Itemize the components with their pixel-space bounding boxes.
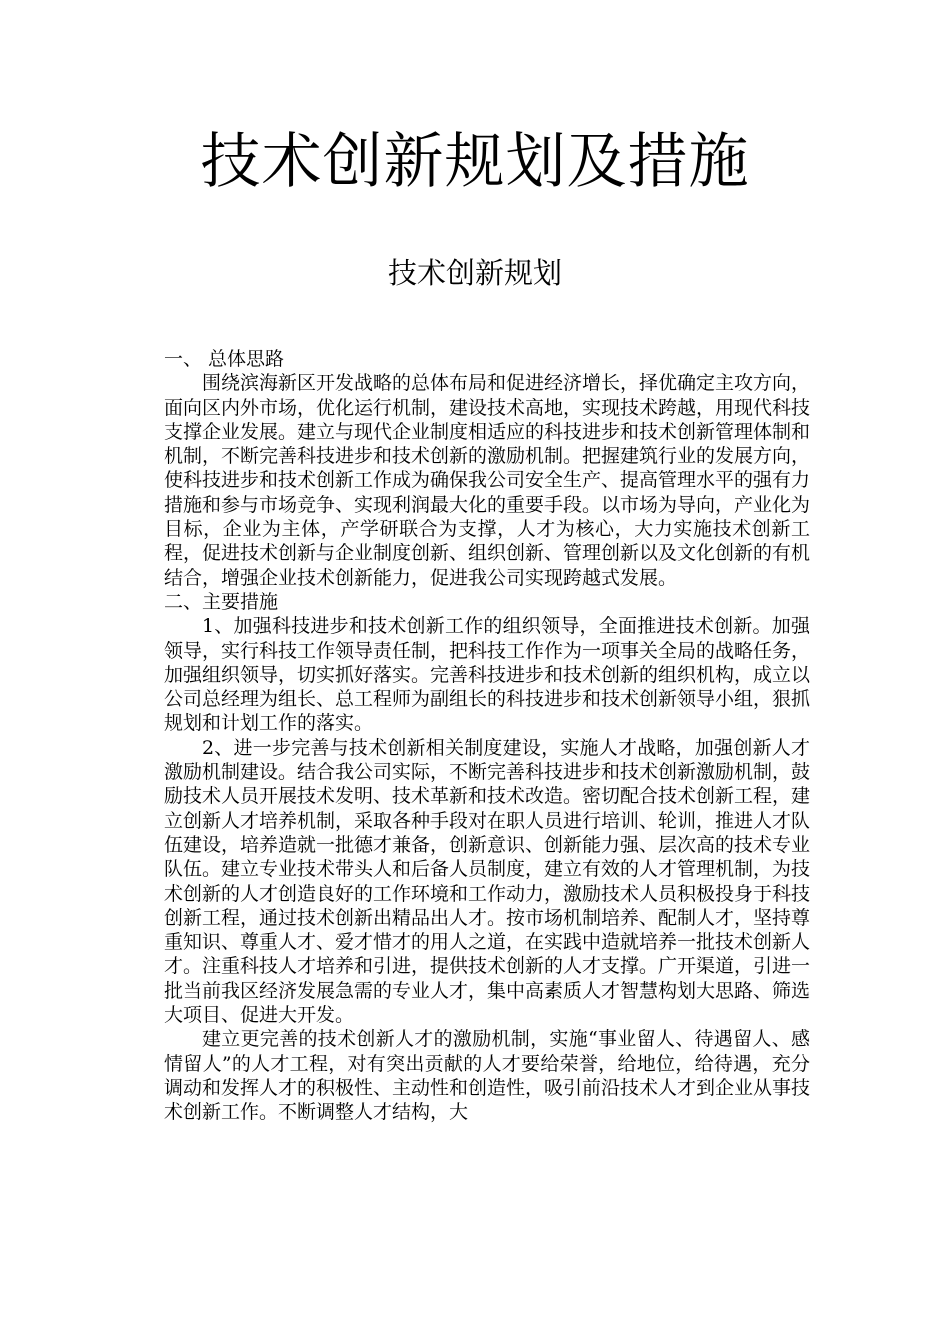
section-heading-main-measures: 二、主要措施 [164,590,279,613]
document-subtitle: 技术创新规划 [387,256,562,290]
paragraph-measure-2: 2、进一步完善与技术创新相关制度建设，实施人才战略，加强创新人才激励机制建设。结合我公司实际，不断完善科技进步和技术创新激励机制，鼓励技术人员开展技术发明、技术革新和技术改造。密切配合技术创新工程，建立创新人才培养机制，采取各种手段对在职人员进行培训、轮训，推进人才队伍建设，培养造就一批德才兼备，创新意识、创新能力强、层次高的技术专业队伍。建立专业技术带头人和后备人员制度，建立有效的人才管理机制，为技术创新的人才创造良好的工作环境和工作动力，激励技术人员积极投身于科技创新工程，通过技术创新出精品出人才。按市场机制培养、配制人才，坚持尊重知识、尊重人才、爱才惜才的用人之道，在实践中造就培养一批技术创新人才。注重科技人才培养和引进，提供技术创新的人才支撑。广开渠道，引进一批当前我区经济发展急需的专业人才，集中高素质人才智慧构划大思路、筛选大项目、促进大开发。 [164,736,811,1027]
paragraph-incentive-mechanism: 建立更完善的技术创新人才的激励机制，实施“事业留人、待遇留人、感情留人”的人才工程，对有突出贡献的人才要给荣誉，给地位，给待遇，充分调动和发挥人才的积极性、主动性和创造性，吸引前沿技术人才到企业从事技术创新工作。不断调整人才结构，大 [164,1028,811,1124]
paragraph-overall-approach: 围绕滨海新区开发战略的总体布局和促进经济增长，择优确定主攻方向，面向区内外市场，优化运行机制，建设技术高地，实现技术跨越，用现代科技支撑企业发展。建立与现代企业制度相适应的科技进步和技术创新管理体制和机制，不断完善科技进步和技术创新的激励机制。把握建筑行业的发展方向，使科技进步和技术创新工作成为确保我公司安全生产、提高管理水平的强有力措施和参与市场竞争、实现利润最大化的重要手段。以市场为导向，产业化为目标，企业为主体，产学研联合为支撑，人才为核心，大力实施技术创新工程，促进技术创新与企业制度创新、组织创新、管理创新以及文化创新的有机结合，增强企业技术创新能力，促进我公司实现跨越式发展。 [164,372,811,589]
document-body [164,347,810,1125]
document-title: 技术创新规划及措施 [200,127,750,197]
section-heading-overall-approach: 一、 总体思路 [164,348,285,370]
paragraph-measure-1: 1、加强科技进步和技术创新工作的组织领导，全面推进技术创新。加强领导，实行科技工作领导责任制，把科技工作作为一项事关全局的战略任务，加强组织领导，切实抓好落实。完善科技进步和技术创新的组织机构，成立以公司总经理为组长、总工程师为副组长的科技进步和技术创新领导小组，狠抓规划和计划工作的落实。 [164,615,811,735]
